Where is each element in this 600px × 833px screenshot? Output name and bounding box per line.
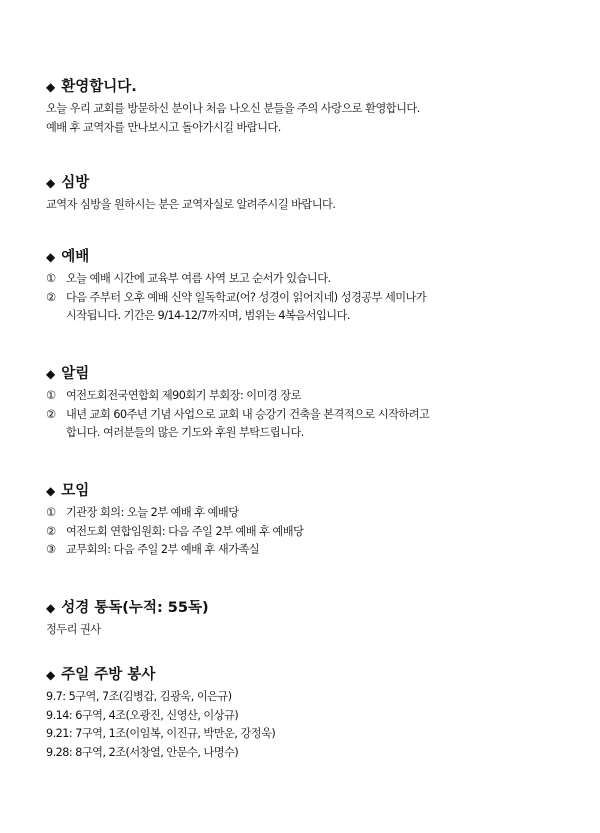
list-item	[46, 504, 566, 523]
item-number: ②	[46, 290, 56, 304]
text-line: 9.28: 8구역, 2조(서창열, 안문수, 나명수)	[46, 745, 239, 759]
text-line: 오늘 우리 교회를 방문하신 분이나 처음 나오신 분들을 주의 사랑으로 환영합니다.	[46, 102, 420, 115]
heading-text: 알림	[61, 366, 90, 382]
item-text: 교무회의: 다음 주일 2부 예배 후 새가족실	[66, 543, 260, 556]
section-kitchen-service	[46, 665, 566, 762]
text-line: 정두리 권사	[46, 623, 101, 636]
item-text: 여전도회 연합임원회: 다음 주일 2부 예배 후 예배당	[66, 524, 304, 538]
section-bible-reading	[46, 598, 566, 640]
text-line: 9.14: 6구역, 4조(오광진, 신영산, 이상규)	[46, 708, 239, 722]
item-text: 다음 주부터 오후 예배 신약 일독학교(어? 성경이 읽어지네) 성경공부 세미나가	[66, 290, 427, 304]
list-item	[46, 541, 566, 560]
item-text-continued: 합니다. 여러분들의 많은 기도와 후원 부탁드립니다.	[66, 426, 304, 439]
section-notice	[46, 364, 566, 443]
section-heading	[46, 173, 566, 193]
heading-text: 성경 통독(누적: 55독)	[61, 600, 209, 616]
heading-text: 환영합니다.	[61, 79, 137, 95]
list-item	[46, 387, 566, 406]
item-number: ②	[46, 524, 56, 538]
section-heading	[46, 481, 566, 501]
item-number: ②	[46, 407, 56, 421]
section-visit	[46, 173, 566, 215]
list-item	[46, 270, 566, 289]
item-number: ①	[46, 389, 56, 402]
heading-text: 모임	[61, 483, 90, 499]
item-text: 여전도회전국연합회 제90회기 부회장: 이미경 장로	[66, 389, 301, 402]
diamond-bullet-icon: ◆	[46, 484, 56, 498]
section-worship	[46, 247, 566, 326]
section-heading	[46, 665, 566, 685]
heading-text: 예배	[61, 249, 90, 265]
section-heading	[46, 598, 566, 618]
diamond-bullet-icon: ◆	[46, 668, 56, 682]
text-line: 9.7: 5구역, 7조(김병갑, 김광욱, 이은규)	[46, 690, 232, 703]
item-number: ③	[46, 543, 56, 556]
text-line: 9.21: 7구역, 1조(이임복, 이진규, 박만운, 강정욱)	[46, 727, 276, 740]
item-text: 기관장 회의: 오늘 2부 예배 후 예배당	[66, 506, 239, 519]
list-item	[46, 523, 566, 542]
section-heading	[46, 77, 566, 97]
item-text: 오늘 예배 시간에 교육부 여름 사역 보고 순서가 있습니다.	[66, 272, 331, 285]
list-item	[46, 406, 566, 425]
diamond-bullet-icon: ◆	[46, 176, 56, 190]
section-meeting	[46, 481, 566, 560]
text-line: 교역자 심방을 원하시는 분은 교역자실로 알려주시길 바랍니다.	[46, 198, 336, 211]
item-text-continued: 시작됩니다. 기간은 9/14-12/7까지며, 범위는 4복음서입니다.	[66, 309, 350, 322]
heading-text: 심방	[61, 175, 90, 191]
list-item	[46, 289, 566, 308]
item-number: ①	[46, 506, 56, 519]
section-heading	[46, 364, 566, 384]
item-number: ①	[46, 272, 56, 285]
heading-text: 주일 주방 봉사	[61, 667, 156, 683]
diamond-bullet-icon: ◆	[46, 367, 56, 381]
section-welcome	[46, 77, 566, 137]
diamond-bullet-icon: ◆	[46, 250, 56, 264]
diamond-bullet-icon: ◆	[46, 601, 56, 615]
diamond-bullet-icon: ◆	[46, 80, 56, 94]
item-text: 내년 교회 60주년 기념 사업으로 교회 내 승강기 건축을 본격적으로 시작하려고	[66, 407, 430, 421]
text-line: 예배 후 교역자를 만나보시고 돌아가시길 바랍니다.	[46, 120, 281, 134]
section-heading	[46, 247, 566, 267]
